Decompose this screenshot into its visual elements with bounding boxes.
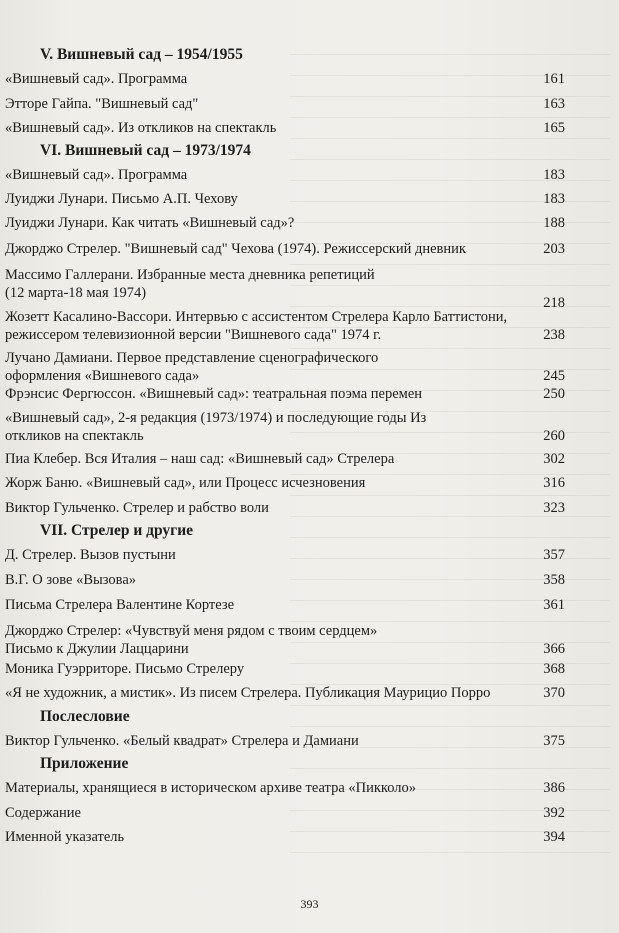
toc-entry bbox=[5, 95, 565, 113]
toc-entry bbox=[5, 409, 565, 445]
entry-title: Материалы, хранящиеся в историческом архиве театра «Пикколо» bbox=[5, 780, 417, 796]
entry-page-number: 250 bbox=[543, 386, 565, 402]
entry-title: Луиджи Лунари. Как читать «Вишневый сад»? bbox=[5, 215, 295, 231]
entry-page-number: 370 bbox=[543, 685, 565, 701]
entry-title: Моника Гуэрриторе. Письмо Стрелеру bbox=[5, 661, 245, 677]
toc-entry bbox=[5, 660, 565, 678]
toc-entry bbox=[5, 546, 565, 564]
section-heading-v: V. Вишневый сад – 1954/1955 bbox=[40, 46, 243, 63]
toc-entry bbox=[5, 119, 565, 137]
entry-title: В.Г. О зове «Вызова» bbox=[5, 572, 137, 588]
toc-entry bbox=[5, 166, 565, 184]
entry-title: Луиджи Лунари. Письмо А.П. Чехову bbox=[5, 191, 238, 207]
toc-entry bbox=[5, 308, 565, 344]
section-heading-afterword: Послесловие bbox=[40, 708, 130, 725]
entry-page-number: 245 bbox=[543, 368, 565, 384]
entry-page-number: 183 bbox=[543, 167, 565, 183]
entry-page-number: 163 bbox=[543, 96, 565, 112]
entry-title: Содержание bbox=[5, 805, 81, 821]
toc-entry bbox=[5, 684, 565, 702]
toc-entry bbox=[5, 240, 565, 258]
entry-title: «Вишневый сад». Программа bbox=[5, 167, 188, 183]
entry-title: Фрэнсис Фергюссон. «Вишневый сад»: театральная поэма перемен bbox=[5, 386, 423, 402]
entry-title: Виктор Гульченко. Стрелер и рабство воли bbox=[5, 500, 269, 516]
entry-title: «Вишневый сад». Программа bbox=[5, 71, 188, 87]
entry-page-number: 218 bbox=[543, 295, 565, 311]
entry-page-number: 361 bbox=[543, 597, 565, 613]
entry-title: «Я не художник, а мистик». Из писем Стрелера. Публикация Маурицио Порро bbox=[5, 685, 491, 701]
entry-page-number: 323 bbox=[543, 500, 565, 516]
entry-page-number: 203 bbox=[543, 241, 565, 257]
entry-page-number: 358 bbox=[543, 572, 565, 588]
entry-page-number: 316 bbox=[543, 475, 565, 491]
entry-title: Именной указатель bbox=[5, 829, 125, 845]
toc-entry bbox=[5, 385, 565, 403]
toc-entry bbox=[5, 474, 565, 492]
entry-title: Письма Стрелера Валентине Кортезе bbox=[5, 597, 235, 613]
entry-title: Виктор Гульченко. «Белый квадрат» Стрелера и Дамиани bbox=[5, 733, 359, 749]
entry-page-number: 366 bbox=[543, 641, 565, 657]
entry-page-number: 394 bbox=[543, 829, 565, 845]
entry-title: Д. Стрелер. Вызов пустыни bbox=[5, 547, 176, 563]
entry-page-number: 357 bbox=[543, 547, 565, 563]
toc-entry bbox=[5, 499, 565, 517]
entry-page-number: 188 bbox=[543, 215, 565, 231]
entry-page-number: 165 bbox=[543, 120, 565, 136]
toc-entry bbox=[5, 70, 565, 88]
section-heading-appendix: Приложение bbox=[40, 755, 129, 772]
toc-entry bbox=[5, 349, 565, 385]
toc-entry bbox=[5, 732, 565, 750]
toc-entry bbox=[5, 571, 565, 589]
toc-entry bbox=[5, 214, 565, 232]
section-heading-vii: VII. Стрелер и другие bbox=[40, 522, 194, 539]
section-heading-vi: VI. Вишневый сад – 1973/1974 bbox=[40, 142, 251, 159]
entry-title: Пиа Клебер. Вся Италия – наш сад: «Вишневый сад» Стрелера bbox=[5, 451, 395, 467]
entry-page-number: 386 bbox=[543, 780, 565, 796]
entry-title: Джорджо Стрелер. "Вишневый сад" Чехова (1974). Режиссерский дневник bbox=[5, 241, 466, 257]
entry-title: Джорджо Стрелер: «Чувствуй меня рядом с твоим сердцем» Письмо к Джулии Лаццарини bbox=[5, 623, 378, 657]
entry-title: Массимо Галлерани. Избранные места дневника репетиций (12 марта-18 мая 1974) bbox=[5, 267, 375, 301]
entry-title: «Вишневый сад». Из откликов на спектакль bbox=[5, 120, 277, 136]
toc-entry bbox=[5, 779, 565, 797]
entry-title: Лучано Дамиани. Первое представление сценографического оформления «Вишневого сада» bbox=[5, 350, 379, 384]
entry-page-number: 302 bbox=[543, 451, 565, 467]
entry-page-number: 183 bbox=[543, 191, 565, 207]
toc-entry bbox=[5, 828, 565, 846]
toc-entry bbox=[5, 622, 565, 658]
page-number-footer: 393 bbox=[300, 897, 319, 911]
toc-entry bbox=[5, 596, 565, 614]
toc-entry bbox=[5, 266, 565, 311]
entry-page-number: 375 bbox=[543, 733, 565, 749]
entry-title: Этторе Гайпа. "Вишневый сад" bbox=[5, 96, 199, 112]
toc-entry bbox=[5, 804, 565, 822]
entry-title: «Вишневый сад», 2-я редакция (1973/1974) и последующие годы Из откликов на спектакль bbox=[5, 410, 427, 444]
toc-entry bbox=[5, 450, 565, 468]
toc-entry bbox=[5, 190, 565, 208]
entry-title: Жозетт Касалино-Вассори. Интервью с ассистентом Стрелера Карло Баттистони, режиссером телевизионной версии "Вишневого сада" 1974 г. bbox=[5, 309, 508, 343]
entry-page-number: 260 bbox=[543, 428, 565, 444]
entry-page-number: 392 bbox=[543, 805, 565, 821]
entry-page-number: 161 bbox=[543, 71, 565, 87]
entry-title: Жорж Баню. «Вишневый сад», или Процесс исчезновения bbox=[5, 475, 366, 491]
entry-page-number: 238 bbox=[543, 327, 565, 343]
entry-page-number: 368 bbox=[543, 661, 565, 677]
